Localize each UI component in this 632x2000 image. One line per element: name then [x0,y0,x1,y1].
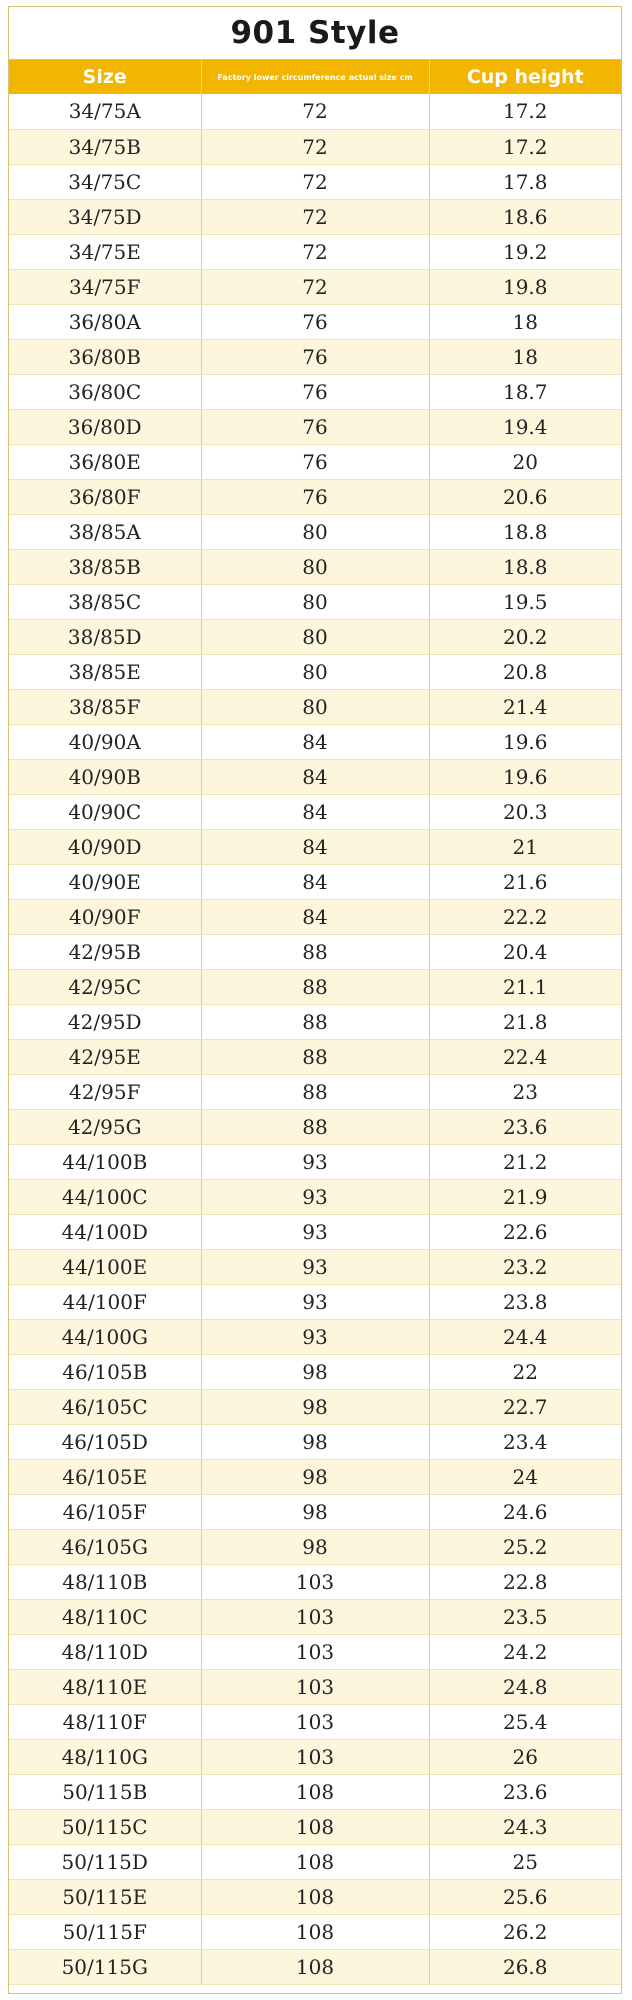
cell-size: 40/90D [9,829,201,864]
table-row [9,94,621,129]
cell-cup-height: 22 [429,1354,621,1389]
table-row [9,794,621,829]
cell-lower-circumference: 103 [201,1599,429,1634]
cell-lower-circumference: 88 [201,1109,429,1144]
cell-lower-circumference: 84 [201,724,429,759]
cell-cup-height: 19.5 [429,584,621,619]
cell-cup-height: 24.6 [429,1494,621,1529]
cell-cup-height: 20.6 [429,479,621,514]
cell-size: 44/100B [9,1144,201,1179]
cell-lower-circumference: 93 [201,1249,429,1284]
cell-cup-height: 18.8 [429,514,621,549]
cell-size: 50/115C [9,1809,201,1844]
cell-lower-circumference: 108 [201,1774,429,1809]
cell-cup-height: 21.9 [429,1179,621,1214]
table-row [9,1494,621,1529]
cell-cup-height: 23.2 [429,1249,621,1284]
cell-lower-circumference: 76 [201,409,429,444]
cell-lower-circumference: 93 [201,1319,429,1354]
table-row [9,759,621,794]
cell-cup-height: 17.2 [429,94,621,129]
cell-cup-height: 19.6 [429,759,621,794]
cell-lower-circumference: 108 [201,1809,429,1844]
table-row [9,1459,621,1494]
cell-cup-height: 25 [429,1844,621,1879]
cell-cup-height: 22.7 [429,1389,621,1424]
cell-size: 50/115F [9,1914,201,1949]
cell-cup-height: 19.4 [429,409,621,444]
cell-cup-height: 18.6 [429,199,621,234]
cell-cup-height: 22.4 [429,1039,621,1074]
cell-cup-height: 20 [429,444,621,479]
cell-size: 48/110E [9,1669,201,1704]
table-row [9,654,621,689]
cell-cup-height: 20.4 [429,934,621,969]
cell-size: 40/90C [9,794,201,829]
table-header [9,60,621,94]
table-row [9,1704,621,1739]
cell-lower-circumference: 76 [201,339,429,374]
table-row [9,829,621,864]
table-row [9,619,621,654]
cell-lower-circumference: 72 [201,199,429,234]
cell-cup-height: 26 [429,1739,621,1774]
cell-lower-circumference: 108 [201,1949,429,1984]
cell-lower-circumference: 98 [201,1529,429,1564]
cell-lower-circumference: 80 [201,619,429,654]
cell-size: 46/105G [9,1529,201,1564]
table-row [9,1214,621,1249]
cell-cup-height: 24.8 [429,1669,621,1704]
cell-size: 50/115E [9,1879,201,1914]
cell-size: 42/95D [9,1004,201,1039]
table-row [9,1634,621,1669]
cell-lower-circumference: 72 [201,234,429,269]
cell-cup-height: 24.3 [429,1809,621,1844]
cell-size: 46/105F [9,1494,201,1529]
cell-size: 44/100G [9,1319,201,1354]
table-row [9,1564,621,1599]
cell-size: 40/90A [9,724,201,759]
cell-size: 44/100E [9,1249,201,1284]
cell-cup-height: 23.4 [429,1424,621,1459]
cell-lower-circumference: 98 [201,1459,429,1494]
cell-size: 38/85F [9,689,201,724]
cell-size: 34/75F [9,269,201,304]
cell-size: 46/105B [9,1354,201,1389]
cell-size: 36/80A [9,304,201,339]
cell-size: 46/105D [9,1424,201,1459]
table-row [9,1004,621,1039]
table-row [9,1529,621,1564]
cell-size: 38/85E [9,654,201,689]
cell-cup-height: 23.8 [429,1284,621,1319]
cell-lower-circumference: 84 [201,864,429,899]
cell-size: 42/95C [9,969,201,1004]
cell-size: 42/95E [9,1039,201,1074]
table-row [9,724,621,759]
table-row [9,1739,621,1774]
cell-lower-circumference: 93 [201,1179,429,1214]
table-row [9,1669,621,1704]
cell-lower-circumference: 103 [201,1669,429,1704]
cell-cup-height: 18.7 [429,374,621,409]
cell-size: 40/90E [9,864,201,899]
cell-cup-height: 20.2 [429,619,621,654]
cell-cup-height: 23.6 [429,1109,621,1144]
cell-cup-height: 25.6 [429,1879,621,1914]
table-row [9,1284,621,1319]
table-row [9,1319,621,1354]
cell-cup-height: 24 [429,1459,621,1494]
cell-cup-height: 25.4 [429,1704,621,1739]
cell-lower-circumference: 88 [201,1074,429,1109]
table-row [9,584,621,619]
cell-lower-circumference: 76 [201,479,429,514]
table-row [9,1844,621,1879]
cell-cup-height: 21.1 [429,969,621,1004]
header-size: Size [9,60,201,94]
table-row [9,1774,621,1809]
cell-size: 48/110B [9,1564,201,1599]
cell-lower-circumference: 98 [201,1494,429,1529]
table-row [9,1354,621,1389]
cell-cup-height: 19.6 [429,724,621,759]
cell-cup-height: 21.4 [429,689,621,724]
cell-cup-height: 24.2 [429,1634,621,1669]
cell-size: 38/85D [9,619,201,654]
cell-lower-circumference: 98 [201,1354,429,1389]
table-row [9,1879,621,1914]
cell-lower-circumference: 76 [201,444,429,479]
cell-size: 34/75D [9,199,201,234]
cell-size: 34/75C [9,164,201,199]
cell-lower-circumference: 98 [201,1389,429,1424]
cell-cup-height: 23 [429,1074,621,1109]
table-row [9,129,621,164]
cell-lower-circumference: 80 [201,549,429,584]
header-row [9,60,621,94]
cell-lower-circumference: 76 [201,304,429,339]
cell-cup-height: 21.6 [429,864,621,899]
cell-size: 38/85A [9,514,201,549]
size-chart [8,6,622,1994]
cell-lower-circumference: 93 [201,1214,429,1249]
table-row [9,1109,621,1144]
cell-size: 50/115D [9,1844,201,1879]
cell-lower-circumference: 76 [201,374,429,409]
cell-lower-circumference: 84 [201,759,429,794]
table-row [9,1914,621,1949]
cell-size: 38/85C [9,584,201,619]
cell-cup-height: 22.8 [429,1564,621,1599]
header-lower-circumference: Factory lower circumference actual size cm [201,60,429,94]
table-row [9,514,621,549]
cell-size: 46/105C [9,1389,201,1424]
cell-cup-height: 18 [429,304,621,339]
cell-size: 40/90F [9,899,201,934]
cell-cup-height: 21 [429,829,621,864]
cell-lower-circumference: 93 [201,1284,429,1319]
cell-size: 42/95G [9,1109,201,1144]
cell-size: 34/75A [9,94,201,129]
table-row [9,1424,621,1459]
cell-lower-circumference: 72 [201,94,429,129]
table-row [9,444,621,479]
cell-lower-circumference: 88 [201,1004,429,1039]
size-table [9,60,621,1985]
cell-lower-circumference: 93 [201,1144,429,1179]
cell-size: 44/100F [9,1284,201,1319]
cell-lower-circumference: 88 [201,934,429,969]
cell-size: 36/80C [9,374,201,409]
cell-lower-circumference: 98 [201,1424,429,1459]
table-row [9,374,621,409]
cell-cup-height: 25.2 [429,1529,621,1564]
table-body [9,94,621,1984]
cell-lower-circumference: 80 [201,514,429,549]
cell-cup-height: 17.2 [429,129,621,164]
cell-cup-height: 19.2 [429,234,621,269]
cell-size: 46/105E [9,1459,201,1494]
cell-cup-height: 18.8 [429,549,621,584]
cell-cup-height: 26.8 [429,1949,621,1984]
cell-lower-circumference: 72 [201,269,429,304]
cell-lower-circumference: 80 [201,689,429,724]
cell-lower-circumference: 88 [201,1039,429,1074]
table-row [9,164,621,199]
table-row [9,864,621,899]
cell-size: 44/100D [9,1214,201,1249]
table-row [9,899,621,934]
cell-cup-height: 23.6 [429,1774,621,1809]
cell-size: 42/95B [9,934,201,969]
table-row [9,934,621,969]
cell-lower-circumference: 108 [201,1879,429,1914]
cell-lower-circumference: 80 [201,584,429,619]
cell-size: 36/80F [9,479,201,514]
cell-size: 34/75E [9,234,201,269]
table-row [9,1039,621,1074]
cell-size: 36/80D [9,409,201,444]
cell-cup-height: 21.2 [429,1144,621,1179]
cell-cup-height: 26.2 [429,1914,621,1949]
cell-cup-height: 22.2 [429,899,621,934]
table-row [9,1249,621,1284]
table-row [9,199,621,234]
cell-cup-height: 22.6 [429,1214,621,1249]
table-row [9,304,621,339]
table-row [9,234,621,269]
cell-cup-height: 21.8 [429,1004,621,1039]
table-row [9,1074,621,1109]
cell-size: 48/110C [9,1599,201,1634]
cell-lower-circumference: 103 [201,1564,429,1599]
cell-cup-height: 18 [429,339,621,374]
cell-cup-height: 20.3 [429,794,621,829]
cell-size: 50/115G [9,1949,201,1984]
cell-lower-circumference: 84 [201,829,429,864]
cell-cup-height: 17.8 [429,164,621,199]
cell-size: 48/110F [9,1704,201,1739]
header-cup-height: Cup height [429,60,621,94]
table-row [9,1144,621,1179]
table-row [9,1949,621,1984]
cell-lower-circumference: 84 [201,794,429,829]
cell-lower-circumference: 88 [201,969,429,1004]
cell-cup-height: 24.4 [429,1319,621,1354]
table-row [9,409,621,444]
cell-size: 36/80E [9,444,201,479]
cell-size: 34/75B [9,129,201,164]
cell-size: 42/95F [9,1074,201,1109]
cell-size: 50/115B [9,1774,201,1809]
cell-lower-circumference: 72 [201,129,429,164]
cell-cup-height: 23.5 [429,1599,621,1634]
cell-size: 38/85B [9,549,201,584]
cell-lower-circumference: 103 [201,1634,429,1669]
table-row [9,969,621,1004]
cell-size: 36/80B [9,339,201,374]
table-row [9,339,621,374]
cell-size: 40/90B [9,759,201,794]
cell-cup-height: 20.8 [429,654,621,689]
table-row [9,1389,621,1424]
cell-lower-circumference: 72 [201,164,429,199]
cell-cup-height: 19.8 [429,269,621,304]
cell-lower-circumference: 80 [201,654,429,689]
cell-lower-circumference: 108 [201,1914,429,1949]
page-title: 901 Style [9,7,621,60]
cell-size: 48/110G [9,1739,201,1774]
table-row [9,549,621,584]
table-row [9,689,621,724]
table-row [9,1179,621,1214]
table-row [9,479,621,514]
cell-size: 44/100C [9,1179,201,1214]
table-row [9,269,621,304]
table-row [9,1809,621,1844]
cell-lower-circumference: 108 [201,1844,429,1879]
cell-size: 48/110D [9,1634,201,1669]
table-row [9,1599,621,1634]
cell-lower-circumference: 103 [201,1704,429,1739]
cell-lower-circumference: 103 [201,1739,429,1774]
cell-lower-circumference: 84 [201,899,429,934]
